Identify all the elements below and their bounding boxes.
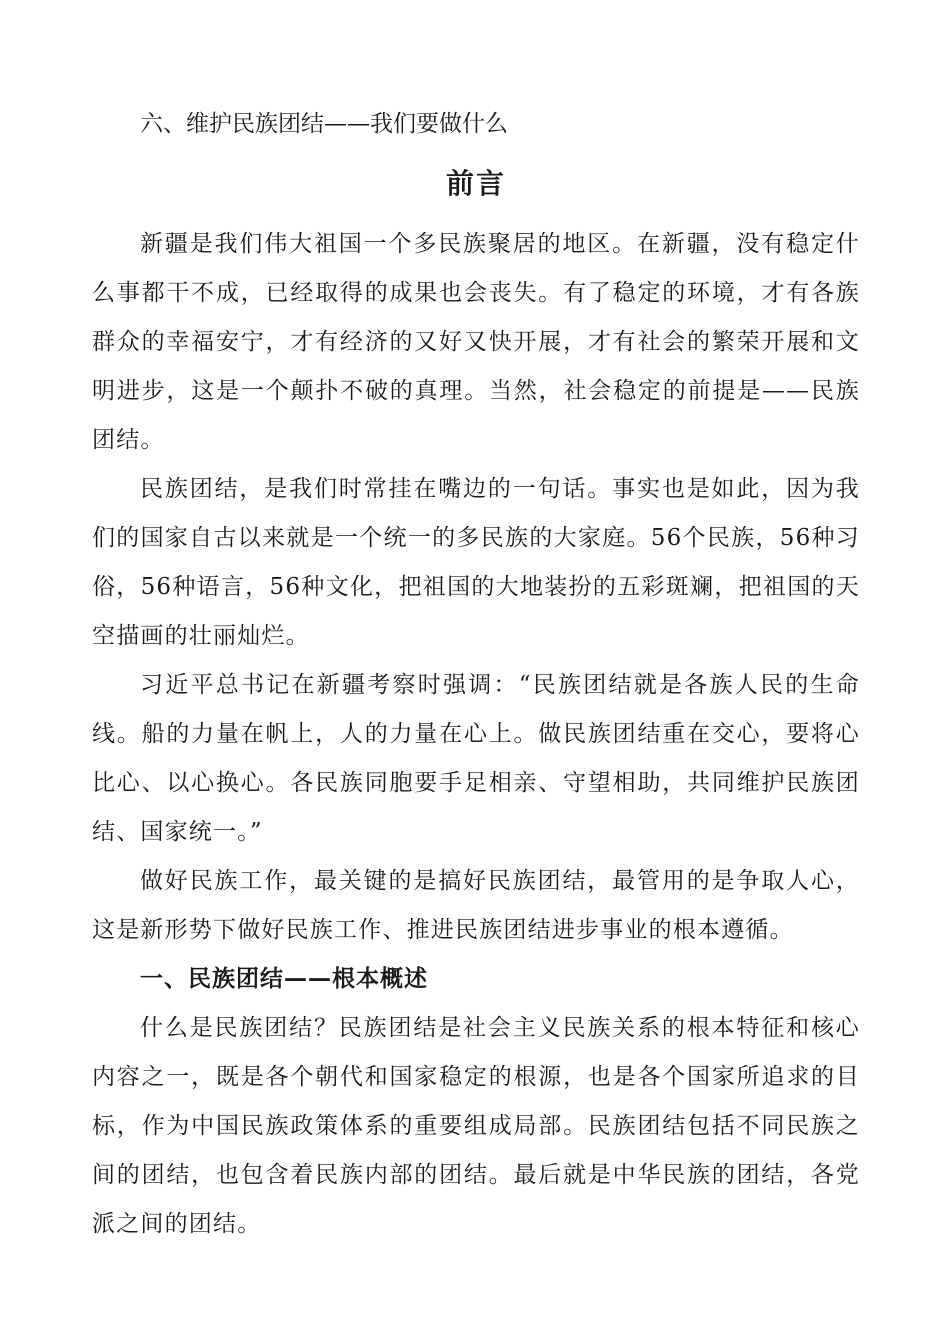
- preface-paragraph-1: 新疆是我们伟大祖国一个多民族聚居的地区。在新疆，没有稳定什么事都干不成，已经取得的成果也会丧失。有了稳定的环境，才有各族群众的幸福安宁，才有经济的又好又快开展，才有社会的繁荣开展和文明进步，这是一个颠扑不破的真理。当然，社会稳定的前提是——民族团结。: [92, 231, 860, 453]
- toc-item-6: 六、维护民族团结——我们要做什么: [140, 111, 508, 137]
- preface-title: 前言: [445, 167, 506, 200]
- preface-paragraph-3: 习近平总书记在新疆考察时强调：“民族团结就是各族人民的生命线。船的力量在帆上，人的力量在心上。做民族团结重在交心，要将心比心、以心换心。各民族同胞要手足相亲、守望相助，共同维护民族团结、国家统一。”: [92, 672, 860, 845]
- section-1-heading: 一、民族团结——根本概述: [140, 966, 428, 992]
- section-1-paragraph-1: 什么是民族团结？民族团结是社会主义民族关系的根本特征和核心内容之一，既是各个朝代和国家稳定的根源，也是各个国家所追求的目标，作为中国民族政策体系的重要组成局部。民族团结包括不同民族之间的团结，也包含着民族内部的团结。最后就是中华民族的团结，各党派之间的团结。: [92, 1015, 860, 1237]
- preface-paragraph-2: 民族团结，是我们时常挂在嘴边的一句话。事实也是如此，因为我们的国家自古以来就是一个统一的多民族的大家庭。56个民族，56种习俗，56种语言，56种文化，把祖国的大地装扮的五彩斑斓，把祖国的天空描画的壮丽灿烂。: [92, 476, 860, 649]
- document-page: [92, 100, 860, 1249]
- preface-paragraph-4: 做好民族工作，最关键的是搞好民族团结，最管用的是争取人心，这是新形势下做好民族工作、推进民族团结进步事业的根本遵循。: [92, 868, 860, 943]
